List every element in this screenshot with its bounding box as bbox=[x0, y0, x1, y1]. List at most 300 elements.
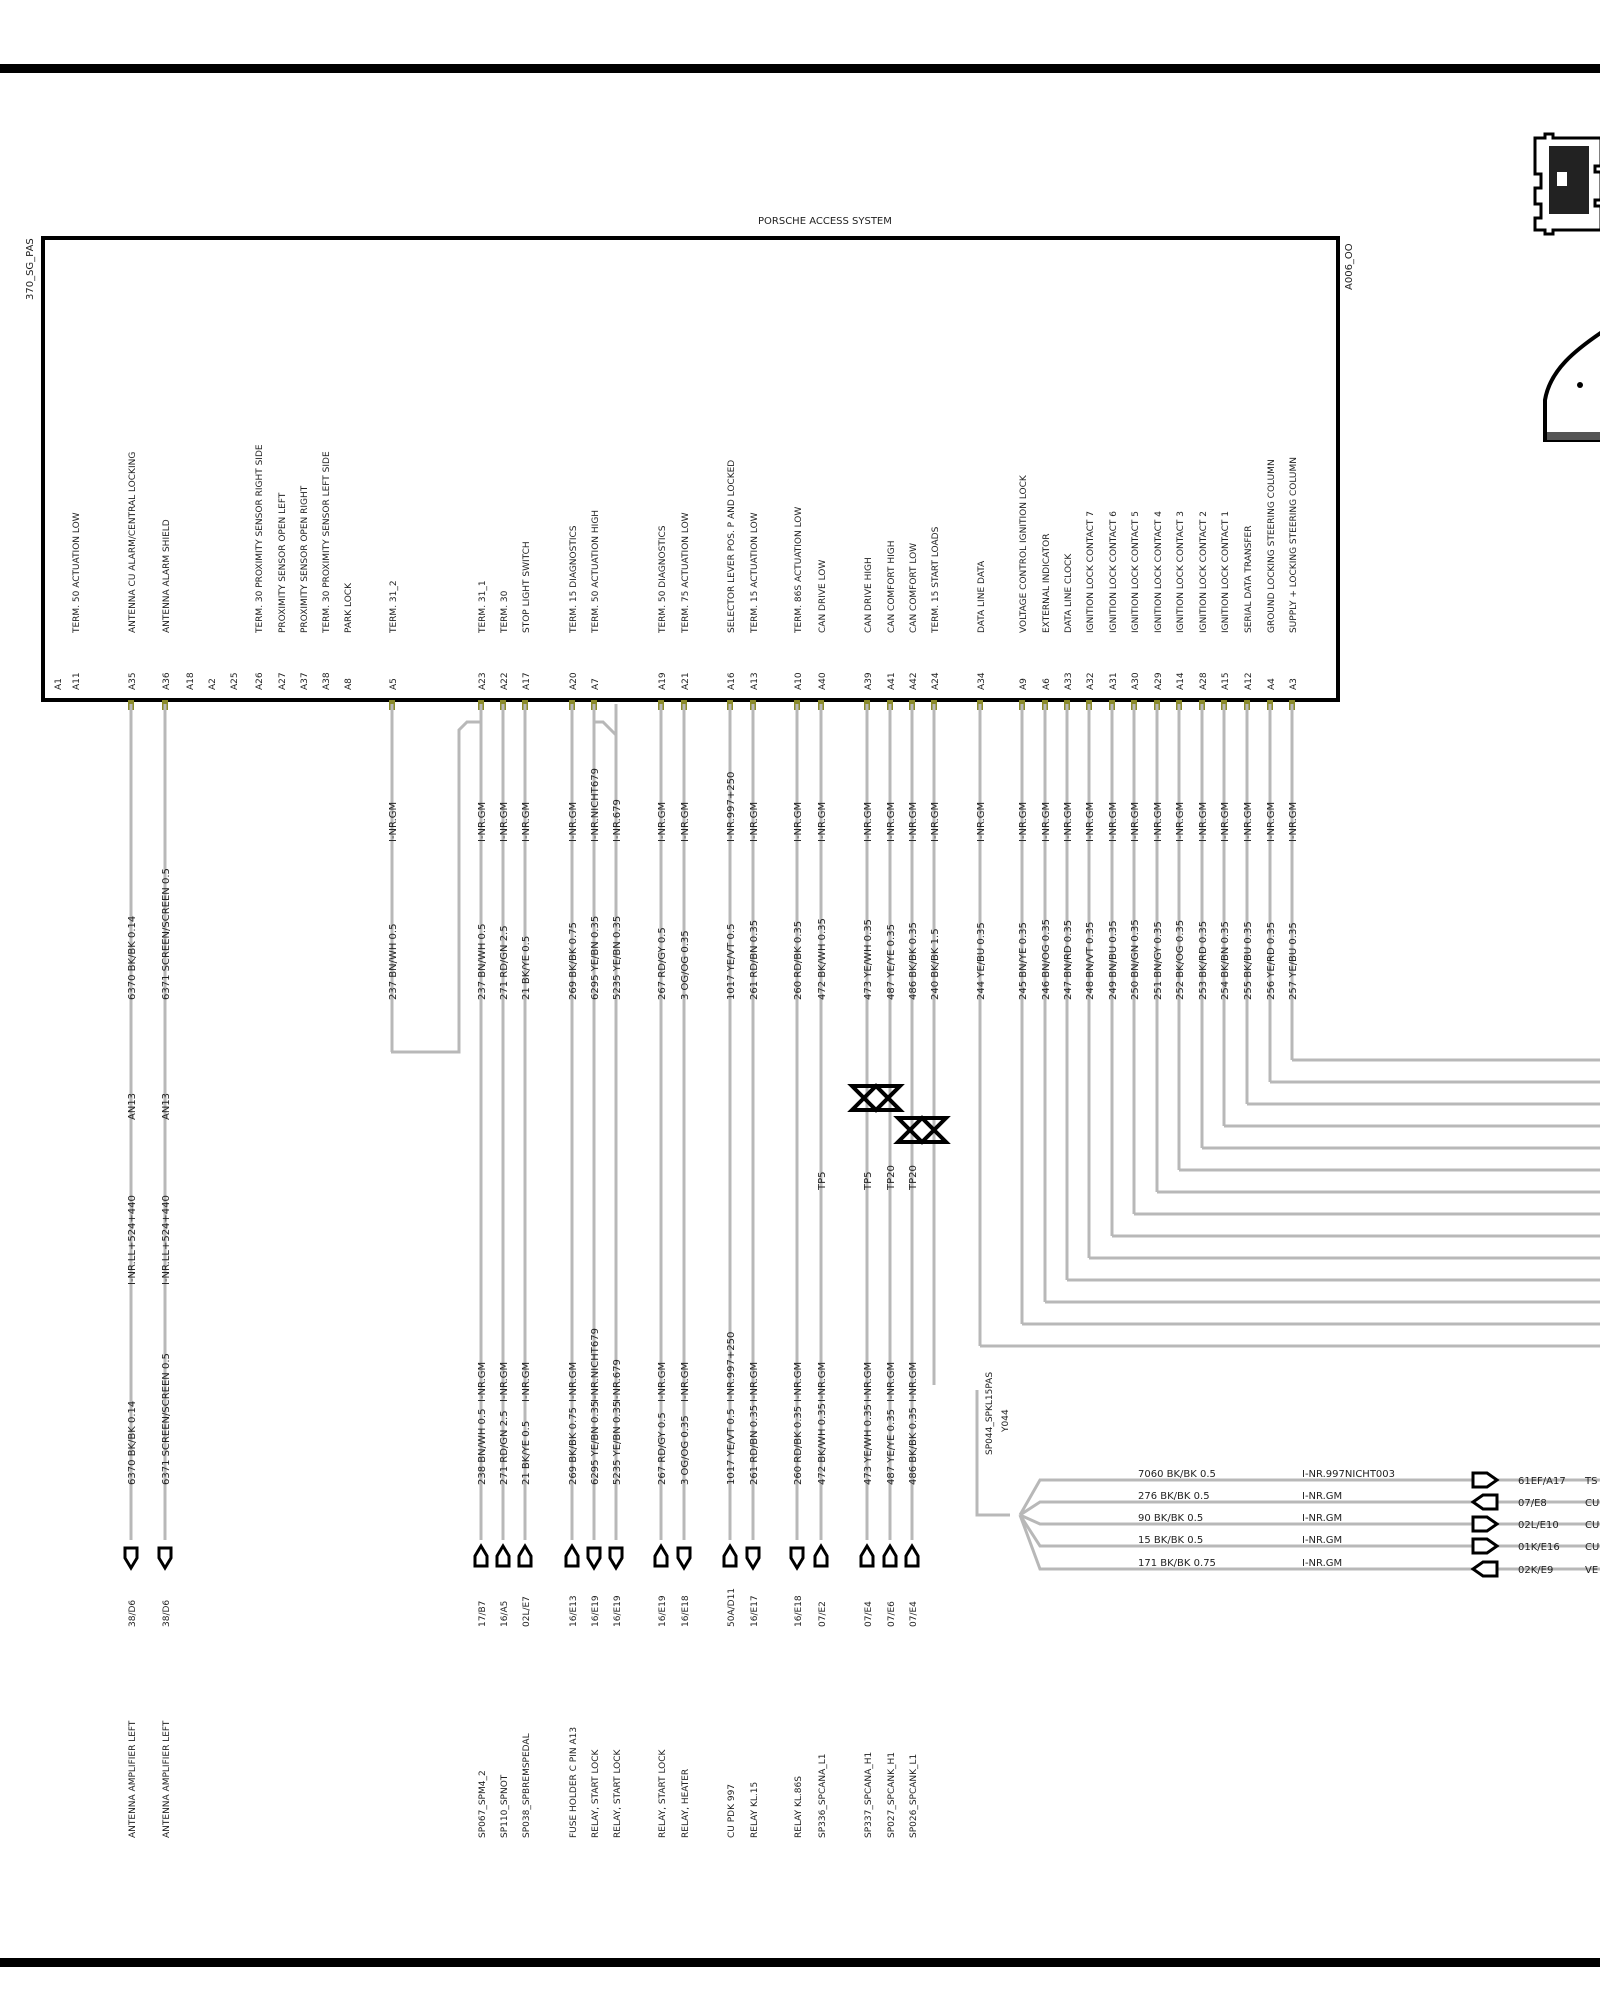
housing-icon bbox=[1545, 330, 1600, 440]
pin-entry bbox=[906, 543, 919, 1838]
wire-option-code: I-NR.GM bbox=[863, 801, 874, 842]
pin-entry bbox=[1175, 511, 1600, 1170]
pin-entry bbox=[610, 704, 623, 1838]
wire-label: 486 BK/BK 0.35 bbox=[908, 1407, 919, 1485]
wire-label: 237 BN/WH 0.5 bbox=[477, 923, 488, 1000]
pin-number: A35 bbox=[128, 672, 138, 690]
pin-number: A16 bbox=[727, 672, 737, 690]
wire-label: 261 RD/BN 0.35 bbox=[749, 919, 760, 1000]
wire-loop bbox=[391, 722, 481, 1052]
pin-number: A34 bbox=[977, 672, 987, 690]
wire-label: 6370 BK/BK 0.14 bbox=[127, 1400, 138, 1485]
connector-icon bbox=[1535, 134, 1600, 234]
pin-entry bbox=[255, 444, 265, 690]
destination-label: SP026_SPCANK_L1 bbox=[909, 1753, 919, 1838]
wire-label: 3 OG/OG 0.35 bbox=[680, 930, 691, 1000]
pin-number: A25 bbox=[230, 672, 240, 690]
pin-description: TERM. 75 ACTUATION LOW bbox=[681, 512, 691, 633]
wire-label: 247 BN/RD 0.35 bbox=[1063, 919, 1074, 1000]
wire-option-code: I-NR.679 bbox=[612, 1359, 623, 1402]
pin-number: A2 bbox=[208, 678, 218, 690]
pin-description: TERM. 15 DIAGNOSTICS bbox=[569, 525, 579, 633]
pin-entry bbox=[475, 580, 488, 1838]
pin-description: GROUND LOCKING STEERING COLUMN bbox=[1267, 459, 1277, 633]
pin-entry bbox=[54, 678, 64, 690]
pin-description: PROXIMITY SENSOR OPEN LEFT bbox=[278, 492, 288, 633]
pin-number: A12 bbox=[1244, 672, 1254, 690]
wire-label: 15 BK/BK 0.5 bbox=[1138, 1535, 1204, 1546]
pin-number: A11 bbox=[72, 672, 82, 690]
pin-description: ANTENNA ALARM SHIELD bbox=[162, 519, 172, 633]
wire-option-code: I-NR.GM bbox=[680, 801, 691, 842]
pin-number: A37 bbox=[300, 672, 310, 690]
pin-entry bbox=[1288, 457, 1600, 1060]
wire-option-code: I-NR.GM bbox=[1302, 1558, 1343, 1569]
wire-label: AN13 bbox=[161, 1092, 172, 1120]
pin-entry bbox=[186, 672, 196, 690]
pin-entry bbox=[791, 507, 804, 1838]
destination-label: SP038_SPBREMSPEDAL bbox=[522, 1733, 532, 1838]
connector-label: 07/E4 bbox=[909, 1601, 919, 1627]
pin-description: TERM. 30 PROXIMITY SENSOR LEFT SIDE bbox=[322, 451, 332, 633]
pin-description: IGNITION LOCK CONTACT 4 bbox=[1154, 511, 1164, 633]
pin-description: SELECTOR LEVER POS. P AND LOCKED bbox=[727, 459, 737, 633]
wire-label: 472 BK/WH 0.35 bbox=[817, 918, 828, 1000]
wire-label: 255 BK/BU 0.35 bbox=[1243, 921, 1254, 1000]
pin-description: TERM. 31_2 bbox=[389, 580, 399, 633]
pin-description: SERIAL DATA TRANSFER bbox=[1244, 525, 1254, 633]
wire-label: 256 YE/RD 0.35 bbox=[1266, 921, 1277, 1000]
wire-option-code: I-NR.997+250 bbox=[726, 1331, 737, 1402]
wire-label: AN13 bbox=[127, 1092, 138, 1120]
wire-label: 487 YE/YE 0.35 bbox=[886, 1409, 897, 1485]
pin-entry bbox=[724, 460, 737, 1838]
wire-label: 251 BN/GY 0.35 bbox=[1153, 921, 1164, 1000]
bottom-border bbox=[0, 1958, 1600, 1967]
pin-number: A39 bbox=[864, 672, 874, 690]
pin-number: A41 bbox=[887, 672, 897, 690]
pin-description: IGNITION LOCK CONTACT 2 bbox=[1199, 511, 1209, 633]
connector-arrow-icon bbox=[159, 1548, 171, 1568]
pin-entry bbox=[230, 672, 240, 690]
pin-number: A8 bbox=[344, 678, 354, 690]
pin-description: CAN DRIVE HIGH bbox=[864, 557, 874, 633]
pin-number: A21 bbox=[681, 672, 691, 690]
connector-arrow-icon bbox=[655, 1546, 667, 1566]
wire-option-code: I-NR.GM bbox=[1130, 801, 1141, 842]
wire-label: 271 RD/GN 2.5 bbox=[499, 1410, 510, 1485]
wire-label: 486 BK/BK 0.35 bbox=[908, 922, 919, 1000]
wire-label: 6371 SCREEN/SCREEN 0.5 bbox=[161, 868, 172, 1000]
wire-option-code: I-NR.GM bbox=[908, 801, 919, 842]
module-id-label: 370_SG_PAS bbox=[25, 238, 36, 300]
wire-label: 6371 SCREEN/SCREEN 0.5 bbox=[161, 1353, 172, 1485]
wire-label: 5235 YE/BN 0.35 bbox=[612, 915, 623, 1000]
pin-entry bbox=[519, 541, 532, 1838]
splice-label: SP044_SPKL15PAS bbox=[985, 1371, 995, 1455]
wire-label: 7060 BK/BK 0.5 bbox=[1138, 1469, 1216, 1480]
wire-option-code: I-NR.GM bbox=[477, 801, 488, 842]
pin-number: A1 bbox=[54, 678, 64, 690]
connector-label: 17/B7 bbox=[478, 1600, 488, 1627]
pin-description: TERM. 30 bbox=[500, 590, 510, 633]
pin-number: A5 bbox=[389, 678, 399, 690]
wire-option-code: I-NR.GM bbox=[477, 1361, 488, 1402]
wire-label: 254 BK/BN 0.35 bbox=[1220, 921, 1231, 1000]
pin-description: TERM. 31_1 bbox=[478, 580, 488, 633]
wire-option-code: I-NR.GM bbox=[1175, 801, 1186, 842]
wire-option-code: I-NR.GM bbox=[568, 1361, 579, 1402]
twisted-pair-label: TP20 bbox=[886, 1165, 897, 1190]
connector-label: 02L/E10 bbox=[1518, 1520, 1559, 1531]
wire-option-code: I-NR.GM bbox=[1153, 801, 1164, 842]
connector-label: 16/E19 bbox=[591, 1595, 601, 1627]
wire-option-code: I-NR.GM bbox=[886, 801, 897, 842]
pin-description: PROXIMITY SENSOR OPEN RIGHT bbox=[300, 485, 310, 633]
pin-number: A15 bbox=[1221, 672, 1231, 690]
pin-entry bbox=[884, 540, 897, 1838]
connector-arrow-icon bbox=[1473, 1539, 1497, 1553]
wire-label: 487 YE/YE 0.35 bbox=[886, 924, 897, 1000]
pin-number: A27 bbox=[278, 672, 288, 690]
wire-label: 5235 YE/BN 0.35 bbox=[612, 1400, 623, 1485]
wire-label: 271 RD/GN 2.5 bbox=[499, 925, 510, 1000]
pin-entry bbox=[1220, 511, 1600, 1126]
wire-label: 267 RD/GY 0.5 bbox=[657, 1412, 668, 1485]
wire-label: 237 BN/WH 0.5 bbox=[388, 923, 399, 1000]
pin-entry bbox=[1018, 474, 1600, 1324]
pin-number: A31 bbox=[1109, 672, 1119, 690]
pin-entry bbox=[497, 590, 510, 1838]
pin-number: A20 bbox=[569, 672, 579, 690]
wire-option-code: I-NR.GM bbox=[499, 1361, 510, 1402]
connector-label: 38/D6 bbox=[162, 1599, 172, 1627]
connector-label: 16/E18 bbox=[681, 1595, 691, 1627]
destination-label: ANTENNA AMPLIFIER LEFT bbox=[162, 1720, 172, 1838]
wire-option-code: I-NR.GM bbox=[568, 801, 579, 842]
pin-description: TERM. 15 ACTUATION LOW bbox=[750, 512, 760, 633]
top-border bbox=[0, 64, 1600, 73]
splice-layer bbox=[977, 1372, 1600, 1576]
wire-option-code: I-NR.GM bbox=[863, 1361, 874, 1402]
wire-option-code: I-NR.GM bbox=[1302, 1513, 1343, 1524]
connector-label: 50A/D11 bbox=[727, 1587, 737, 1627]
pin-number: A18 bbox=[186, 672, 196, 690]
wire-option-code: I-NR.GM bbox=[1018, 801, 1029, 842]
connector-arrow-icon bbox=[861, 1546, 873, 1566]
pin-entry bbox=[815, 560, 828, 1838]
wire-option-code: I-NR.GM bbox=[1041, 801, 1052, 842]
pin-description: SUPPLY + LOCKING STEERING COLUMN bbox=[1289, 457, 1299, 633]
connector-label: 07/E8 bbox=[1518, 1498, 1547, 1509]
wire-option-code: I-NR.GM bbox=[657, 1361, 668, 1402]
destination-label: CU bbox=[1585, 1498, 1600, 1509]
pin-entry bbox=[1266, 459, 1600, 1082]
wire-label: 269 BK/BK 0.75 bbox=[568, 922, 579, 1000]
pin-number: A6 bbox=[1042, 678, 1052, 690]
pin-description: IGNITION LOCK CONTACT 6 bbox=[1109, 511, 1119, 633]
pin-entry bbox=[655, 525, 668, 1838]
connector-arrow-icon bbox=[815, 1546, 827, 1566]
pin-number: A13 bbox=[750, 672, 760, 690]
wire-option-code: I-NR.NICHT679 bbox=[590, 1328, 601, 1402]
wire-option-code: I-NR.GM bbox=[908, 1361, 919, 1402]
pin-entry bbox=[278, 492, 288, 690]
pin-description: CAN DRIVE LOW bbox=[818, 559, 828, 633]
wire-label: 260 RD/BK 0.35 bbox=[793, 1405, 804, 1485]
wire-label: 472 BK/WH 0.35 bbox=[817, 1403, 828, 1485]
wire-option-code: I-NR.GM bbox=[388, 801, 399, 842]
pin-description: TERM. 50 DIAGNOSTICS bbox=[658, 525, 668, 633]
connector-arrow-icon bbox=[747, 1548, 759, 1568]
wire-option-code: I-NR.GM bbox=[1220, 801, 1231, 842]
pin-entry bbox=[159, 519, 172, 1838]
wire-option-code: I-NR.GM bbox=[1198, 801, 1209, 842]
pin-number: A28 bbox=[1199, 672, 1209, 690]
pin-entry bbox=[861, 557, 874, 1838]
destination-label: CU bbox=[1585, 1520, 1600, 1531]
pin-number: A22 bbox=[500, 672, 510, 690]
wire-label: 171 BK/BK 0.75 bbox=[1138, 1558, 1216, 1569]
pin-description: VOLTAGE CONTROL IGNITION LOCK bbox=[1019, 475, 1029, 633]
twisted-pair-marker bbox=[852, 1086, 900, 1110]
connector-label: 07/E2 bbox=[818, 1601, 828, 1627]
pin-entry bbox=[388, 580, 399, 1052]
splice-branch bbox=[1020, 1491, 1600, 1515]
pin-entry bbox=[72, 512, 82, 690]
splice-branch bbox=[1020, 1513, 1600, 1531]
pin-number: A23 bbox=[478, 672, 488, 690]
pin-number: A33 bbox=[1064, 672, 1074, 690]
connector-label: 38/D6 bbox=[128, 1599, 138, 1627]
pin-description: STOP LIGHT SWITCH bbox=[522, 541, 532, 633]
pin-entry bbox=[208, 678, 218, 690]
pin-description: PARK LOCK bbox=[344, 583, 354, 633]
pin-entry bbox=[125, 452, 138, 1838]
pin-description: IGNITION LOCK CONTACT 7 bbox=[1086, 511, 1096, 633]
connector-label: 07/E6 bbox=[887, 1601, 897, 1627]
wire-label: 240 BK/BK 1.5 bbox=[930, 928, 941, 1000]
connector-arrow-icon bbox=[884, 1546, 896, 1566]
wire-option-code: I-NR.NICHT679 bbox=[590, 768, 601, 842]
pin-entry bbox=[930, 526, 941, 1385]
wire-branch bbox=[594, 722, 616, 735]
wire-label: 276 BK/BK 0.5 bbox=[1138, 1491, 1210, 1502]
pin-number: A24 bbox=[931, 672, 941, 690]
wire-option-code: I-NR.GM bbox=[886, 1361, 897, 1402]
pin-number: A3 bbox=[1289, 678, 1299, 690]
pin-layer bbox=[54, 444, 1600, 1838]
module-title: PORSCHE ACCESS SYSTEM bbox=[758, 216, 892, 227]
pin-number: A9 bbox=[1019, 678, 1029, 690]
wire-option-code: I-NR.GM bbox=[1243, 801, 1254, 842]
connector-label: 02L/E7 bbox=[522, 1596, 532, 1627]
wire-label: 1017 YE/VT 0.5 bbox=[726, 923, 737, 1000]
pin-entry bbox=[300, 485, 310, 690]
connector-arrow-icon bbox=[791, 1548, 803, 1568]
pin-description: TERM. 30 PROXIMITY SENSOR RIGHT SIDE bbox=[255, 444, 265, 633]
connector-arrow-icon bbox=[1473, 1473, 1497, 1487]
wire-label: 250 BN/GN 0.35 bbox=[1130, 919, 1141, 1000]
connector-label: 61EF/A17 bbox=[1518, 1476, 1566, 1487]
wire-label: 257 YE/BU 0.35 bbox=[1288, 922, 1299, 1000]
wire-option-code: I-NR.GM bbox=[680, 1361, 691, 1402]
twisted-pair-icon bbox=[852, 1086, 900, 1110]
pin-entry bbox=[566, 525, 579, 1838]
pin-description: DATA LINE DATA bbox=[977, 560, 987, 633]
destination-label: RELAY KL.86S bbox=[794, 1776, 804, 1838]
connector-label: 02K/E9 bbox=[1518, 1565, 1554, 1576]
pin-number: A26 bbox=[255, 672, 265, 690]
connector-arrow-icon bbox=[906, 1546, 918, 1566]
destination-label: CU PDK 997 bbox=[727, 1783, 737, 1838]
pin-description: TERM. 86S ACTUATION LOW bbox=[794, 506, 804, 633]
pin-entry bbox=[588, 510, 601, 1838]
wire-option-code: I-NR.GM bbox=[1302, 1535, 1343, 1546]
destination-label: RELAY KL.15 bbox=[750, 1781, 760, 1838]
twisted-pair-marker bbox=[898, 1118, 946, 1142]
wire-option-code: I-NR.GM bbox=[930, 801, 941, 842]
splice-sub-label: Y044 bbox=[1001, 1409, 1011, 1432]
wire-option-code: I-NR.GM bbox=[1063, 801, 1074, 842]
wire-label: 473 YE/WH 0.35 bbox=[863, 1404, 874, 1485]
connector-label: 16/E17 bbox=[750, 1595, 760, 1627]
pin-number: A36 bbox=[162, 672, 172, 690]
twisted-pair-label: TP5 bbox=[863, 1171, 874, 1190]
pin-number: A40 bbox=[818, 672, 828, 690]
wire-label: 248 BN/VT 0.35 bbox=[1085, 921, 1096, 1000]
twisted-pair-label: TP5 bbox=[817, 1171, 828, 1190]
wire-option-code: I-NR.GM bbox=[793, 801, 804, 842]
connector-arrow-icon bbox=[566, 1546, 578, 1566]
wire-label: 249 BN/BU 0.35 bbox=[1108, 920, 1119, 1000]
wire-label: 253 BK/RD 0.35 bbox=[1198, 920, 1209, 1000]
connector-arrow-icon bbox=[125, 1548, 137, 1568]
connector-arrow-icon bbox=[475, 1546, 487, 1566]
wire-option-code: I-NR.GM bbox=[976, 801, 987, 842]
destination-label: SP067_SPM4_2 bbox=[478, 1770, 488, 1838]
pin-description: TERM. 50 ACTUATION HIGH bbox=[591, 509, 601, 633]
pin-description: ANTENNA CU ALARM/CENTRAL LOCKING bbox=[128, 451, 138, 633]
twisted-pair-icon bbox=[898, 1118, 946, 1142]
connector-label: 16/A5 bbox=[500, 1600, 510, 1627]
wire-label: 1017 YE/VT 0.5 bbox=[726, 1408, 737, 1485]
wire-label: 90 BK/BK 0.5 bbox=[1138, 1513, 1204, 1524]
wire-label: 3 OG/OG 0.35 bbox=[680, 1415, 691, 1485]
pin-entry bbox=[322, 451, 332, 690]
pin-description: CAN COMFORT HIGH bbox=[887, 540, 897, 633]
pin-description: DATA LINE CLOCK bbox=[1064, 553, 1074, 633]
pin-number: A14 bbox=[1176, 672, 1186, 690]
wire-label: 245 BN/YE 0.35 bbox=[1018, 922, 1029, 1000]
wire-option-code: I-NR.GM bbox=[521, 1361, 532, 1402]
twisted-pair-label: TP20 bbox=[908, 1165, 919, 1190]
connector-label: 16/E18 bbox=[794, 1595, 804, 1627]
wire-label: 238 BN/WH 0.5 bbox=[477, 1408, 488, 1485]
wire-label: 6295 YE/BN 0.35 bbox=[590, 1400, 601, 1485]
connector-arrow-icon bbox=[610, 1548, 622, 1568]
pin-entry bbox=[747, 512, 760, 1838]
destination-label: RELAY, START LOCK bbox=[591, 1749, 601, 1838]
wire-option-code: I-NR.GM bbox=[1108, 801, 1119, 842]
connector-label: 16/E19 bbox=[613, 1595, 623, 1627]
destination-label: RELAY, START LOCK bbox=[613, 1749, 623, 1838]
wire-option-code: I-NR.GM bbox=[749, 1361, 760, 1402]
destination-label: RELAY, START LOCK bbox=[658, 1749, 668, 1838]
wire-option-code: I-NR.GM bbox=[1302, 1491, 1343, 1502]
wire-label: 267 RD/GY 0.5 bbox=[657, 927, 668, 1000]
wire-option-code: I-NR.GM bbox=[499, 801, 510, 842]
wire-option-code: I-NR.997NICHT003 bbox=[1302, 1469, 1396, 1480]
wire-option-code: I-NR.GM bbox=[793, 1361, 804, 1402]
pin-entry bbox=[1041, 534, 1600, 1302]
pin-number: A29 bbox=[1154, 672, 1164, 690]
connector-label: 16/E13 bbox=[569, 1595, 579, 1627]
destination-label: TS bbox=[1585, 1476, 1598, 1487]
wire-option-code: I-NR.997+250 bbox=[726, 771, 737, 842]
pin-description: IGNITION LOCK CONTACT 3 bbox=[1176, 511, 1186, 633]
pin-number: A42 bbox=[909, 672, 919, 690]
connector-arrow-icon bbox=[588, 1548, 600, 1568]
wire-option-code: I-NR.LL+524+440 bbox=[161, 1195, 172, 1285]
wire-label: 21 BK/YE 0.5 bbox=[521, 935, 532, 1000]
connector-arrow-icon bbox=[519, 1546, 531, 1566]
wire-option-code: I-NR.GM bbox=[657, 801, 668, 842]
wire-label: 473 YE/WH 0.35 bbox=[863, 919, 874, 1000]
pin-description: CAN COMFORT LOW bbox=[909, 542, 919, 633]
pin-entry bbox=[1198, 511, 1600, 1148]
wire-label: 261 RD/BN 0.35 bbox=[749, 1404, 760, 1485]
wire-label: 21 BK/YE 0.5 bbox=[521, 1420, 532, 1485]
connector-arrow-icon bbox=[1473, 1562, 1497, 1576]
wire-option-code: I-NR.GM bbox=[749, 801, 760, 842]
pin-description: TERM. 50 ACTUATION LOW bbox=[72, 512, 82, 633]
destination-label: VE bbox=[1585, 1565, 1599, 1576]
pin-description: TERM. 15 START LOADS bbox=[931, 526, 941, 633]
pin-number: A17 bbox=[522, 672, 532, 690]
pin-number: A32 bbox=[1086, 672, 1096, 690]
pin-description: IGNITION LOCK CONTACT 5 bbox=[1131, 511, 1141, 633]
destination-label: SP027_SPCANK_H1 bbox=[887, 1751, 897, 1838]
destination-label: CU bbox=[1585, 1542, 1600, 1553]
pin-number: A19 bbox=[658, 672, 668, 690]
connector-arrow-icon bbox=[1473, 1495, 1497, 1509]
connector-label: 07/E4 bbox=[864, 1601, 874, 1627]
connector-id-label: A006_OO bbox=[1344, 243, 1355, 290]
destination-label: RELAY, HEATER bbox=[681, 1768, 691, 1838]
pin-entry bbox=[678, 512, 691, 1838]
wire-label: 246 BN/OG 0.35 bbox=[1041, 918, 1052, 1000]
pin-number: A7 bbox=[591, 678, 601, 690]
wire-label: 260 RD/BK 0.35 bbox=[793, 920, 804, 1000]
wire-option-code: I-NR.GM bbox=[521, 801, 532, 842]
connector-label: 16/E19 bbox=[658, 1595, 668, 1627]
wire-option-code: I-NR.GM bbox=[1288, 801, 1299, 842]
wire-option-code: I-NR.GM bbox=[817, 1361, 828, 1402]
pin-number: A30 bbox=[1131, 672, 1141, 690]
connector-arrow-icon bbox=[678, 1548, 690, 1568]
wire-label: 6295 YE/BN 0.35 bbox=[590, 915, 601, 1000]
wire-label: 269 BK/BK 0.75 bbox=[568, 1407, 579, 1485]
connector-label: 01K/E16 bbox=[1518, 1542, 1560, 1553]
connector-arrow-icon bbox=[724, 1546, 736, 1566]
pin-entry bbox=[344, 582, 354, 690]
destination-label: SP337_SPCANA_H1 bbox=[864, 1751, 874, 1838]
destination-label: SP110_SPNOT bbox=[500, 1774, 510, 1838]
wire-option-code: I-NR.GM bbox=[1085, 801, 1096, 842]
destination-label: SP336_SPCANA_L1 bbox=[818, 1753, 828, 1838]
connector-arrow-icon bbox=[497, 1546, 509, 1566]
